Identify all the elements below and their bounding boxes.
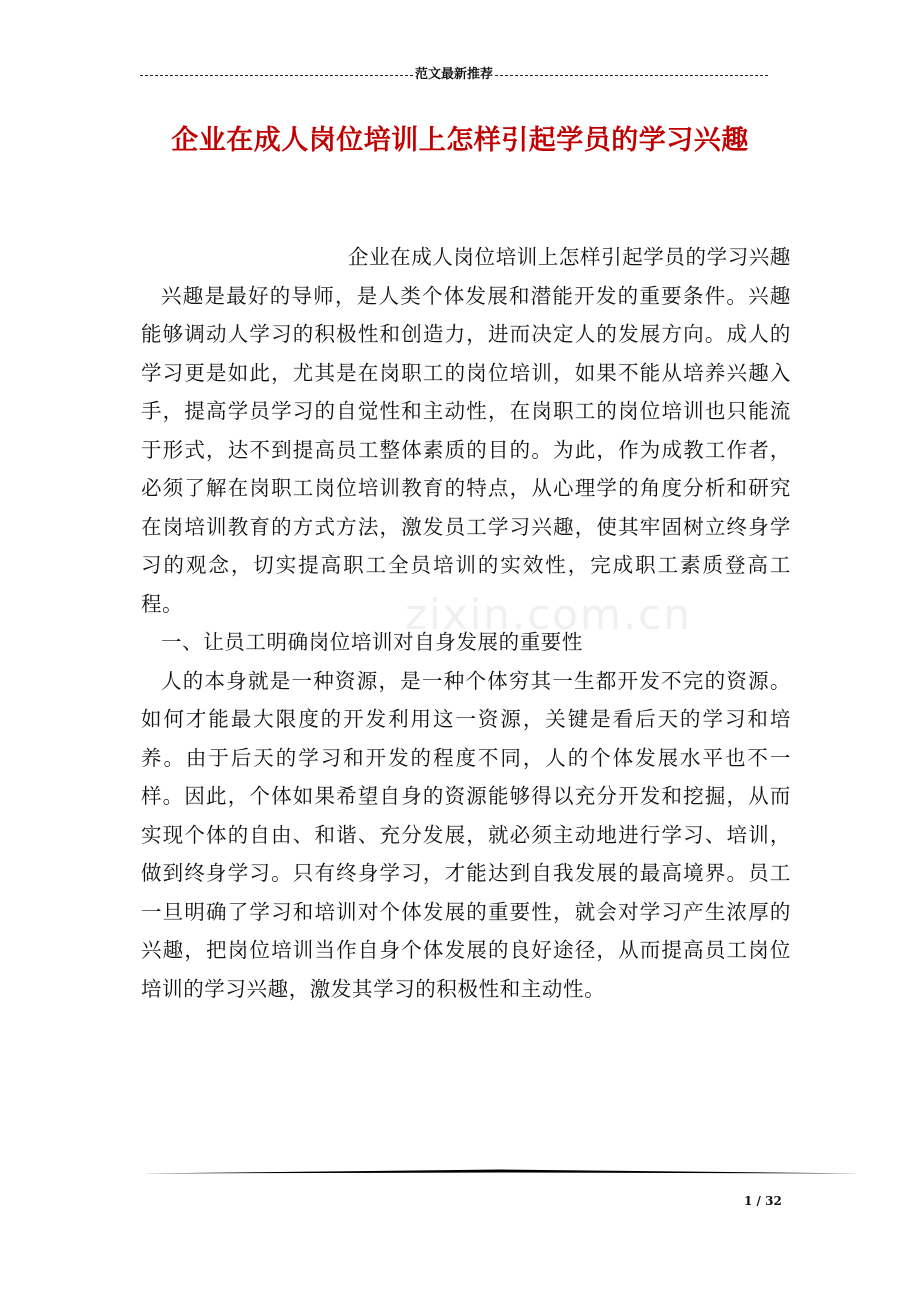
section-heading-1: 一、让员工明确岗位培训对自身发展的重要性 bbox=[161, 630, 583, 654]
paragraph-2: 人的本身就是一种资源，是一种个体穷其一生都开发不完的资源。如何才能最大限度的开发利用这一资源，关键是看后天的学习和培养。由于后天的学习和开发的程度不同，人的个体发展水平也不一样。因此，个体如果希望自身的资源能够得以充分开发和挖掘，从而实现个体的自由、和谐、充分发展，就必须主动地进行学习、培训，做到终身学习。只有终身学习，才能达到自我发展的最高境界。员工一旦明确了学习和培训对个体发展的重要性，就会对学习产生浓厚的兴趣，把岗位培训当作自身个体发展的良好途径，从而提高员工岗位培训的学习兴趣，激发其学习的积极性和主动性。 bbox=[141, 668, 791, 1001]
page-number: 1 / 32 bbox=[744, 1194, 782, 1208]
header-dash-right bbox=[495, 75, 768, 76]
subtitle: 企业在成人岗位培训上怎样引起学员的学习兴趣 bbox=[347, 245, 791, 269]
header-dash-left bbox=[140, 75, 413, 76]
document-title: 企业在成人岗位培训上怎样引起学员的学习兴趣 bbox=[171, 125, 749, 156]
watermark: zixin.com.cn bbox=[405, 590, 692, 639]
footer-rule bbox=[140, 1169, 862, 1175]
page-header bbox=[140, 66, 768, 84]
paragraph-1: 兴趣是最好的导师，是人类个体发展和潜能开发的重要条件。兴趣能够调动人学习的积极性和创造力，进而决定人的发展方向。成人的学习更是如此，尤其是在岗职工的岗位培训，如果不能从培养兴趣入手，提高学员学习的自觉性和主动性，在岗职工的岗位培训也只能流于形式，达不到提高员工整体素质的目的。为此，作为成教工作者，必须了解在岗职工岗位培训教育的特点，从心理学的角度分析和研究在岗培训教育的方式方法，激发员工学习兴趣，使其牢固树立终身学习的观念，切实提高职工全员培训的实效性，完成职工素质登高工程。 bbox=[141, 283, 791, 616]
document-body bbox=[141, 238, 791, 1008]
header-label: 范文最新推荐 bbox=[415, 67, 494, 82]
